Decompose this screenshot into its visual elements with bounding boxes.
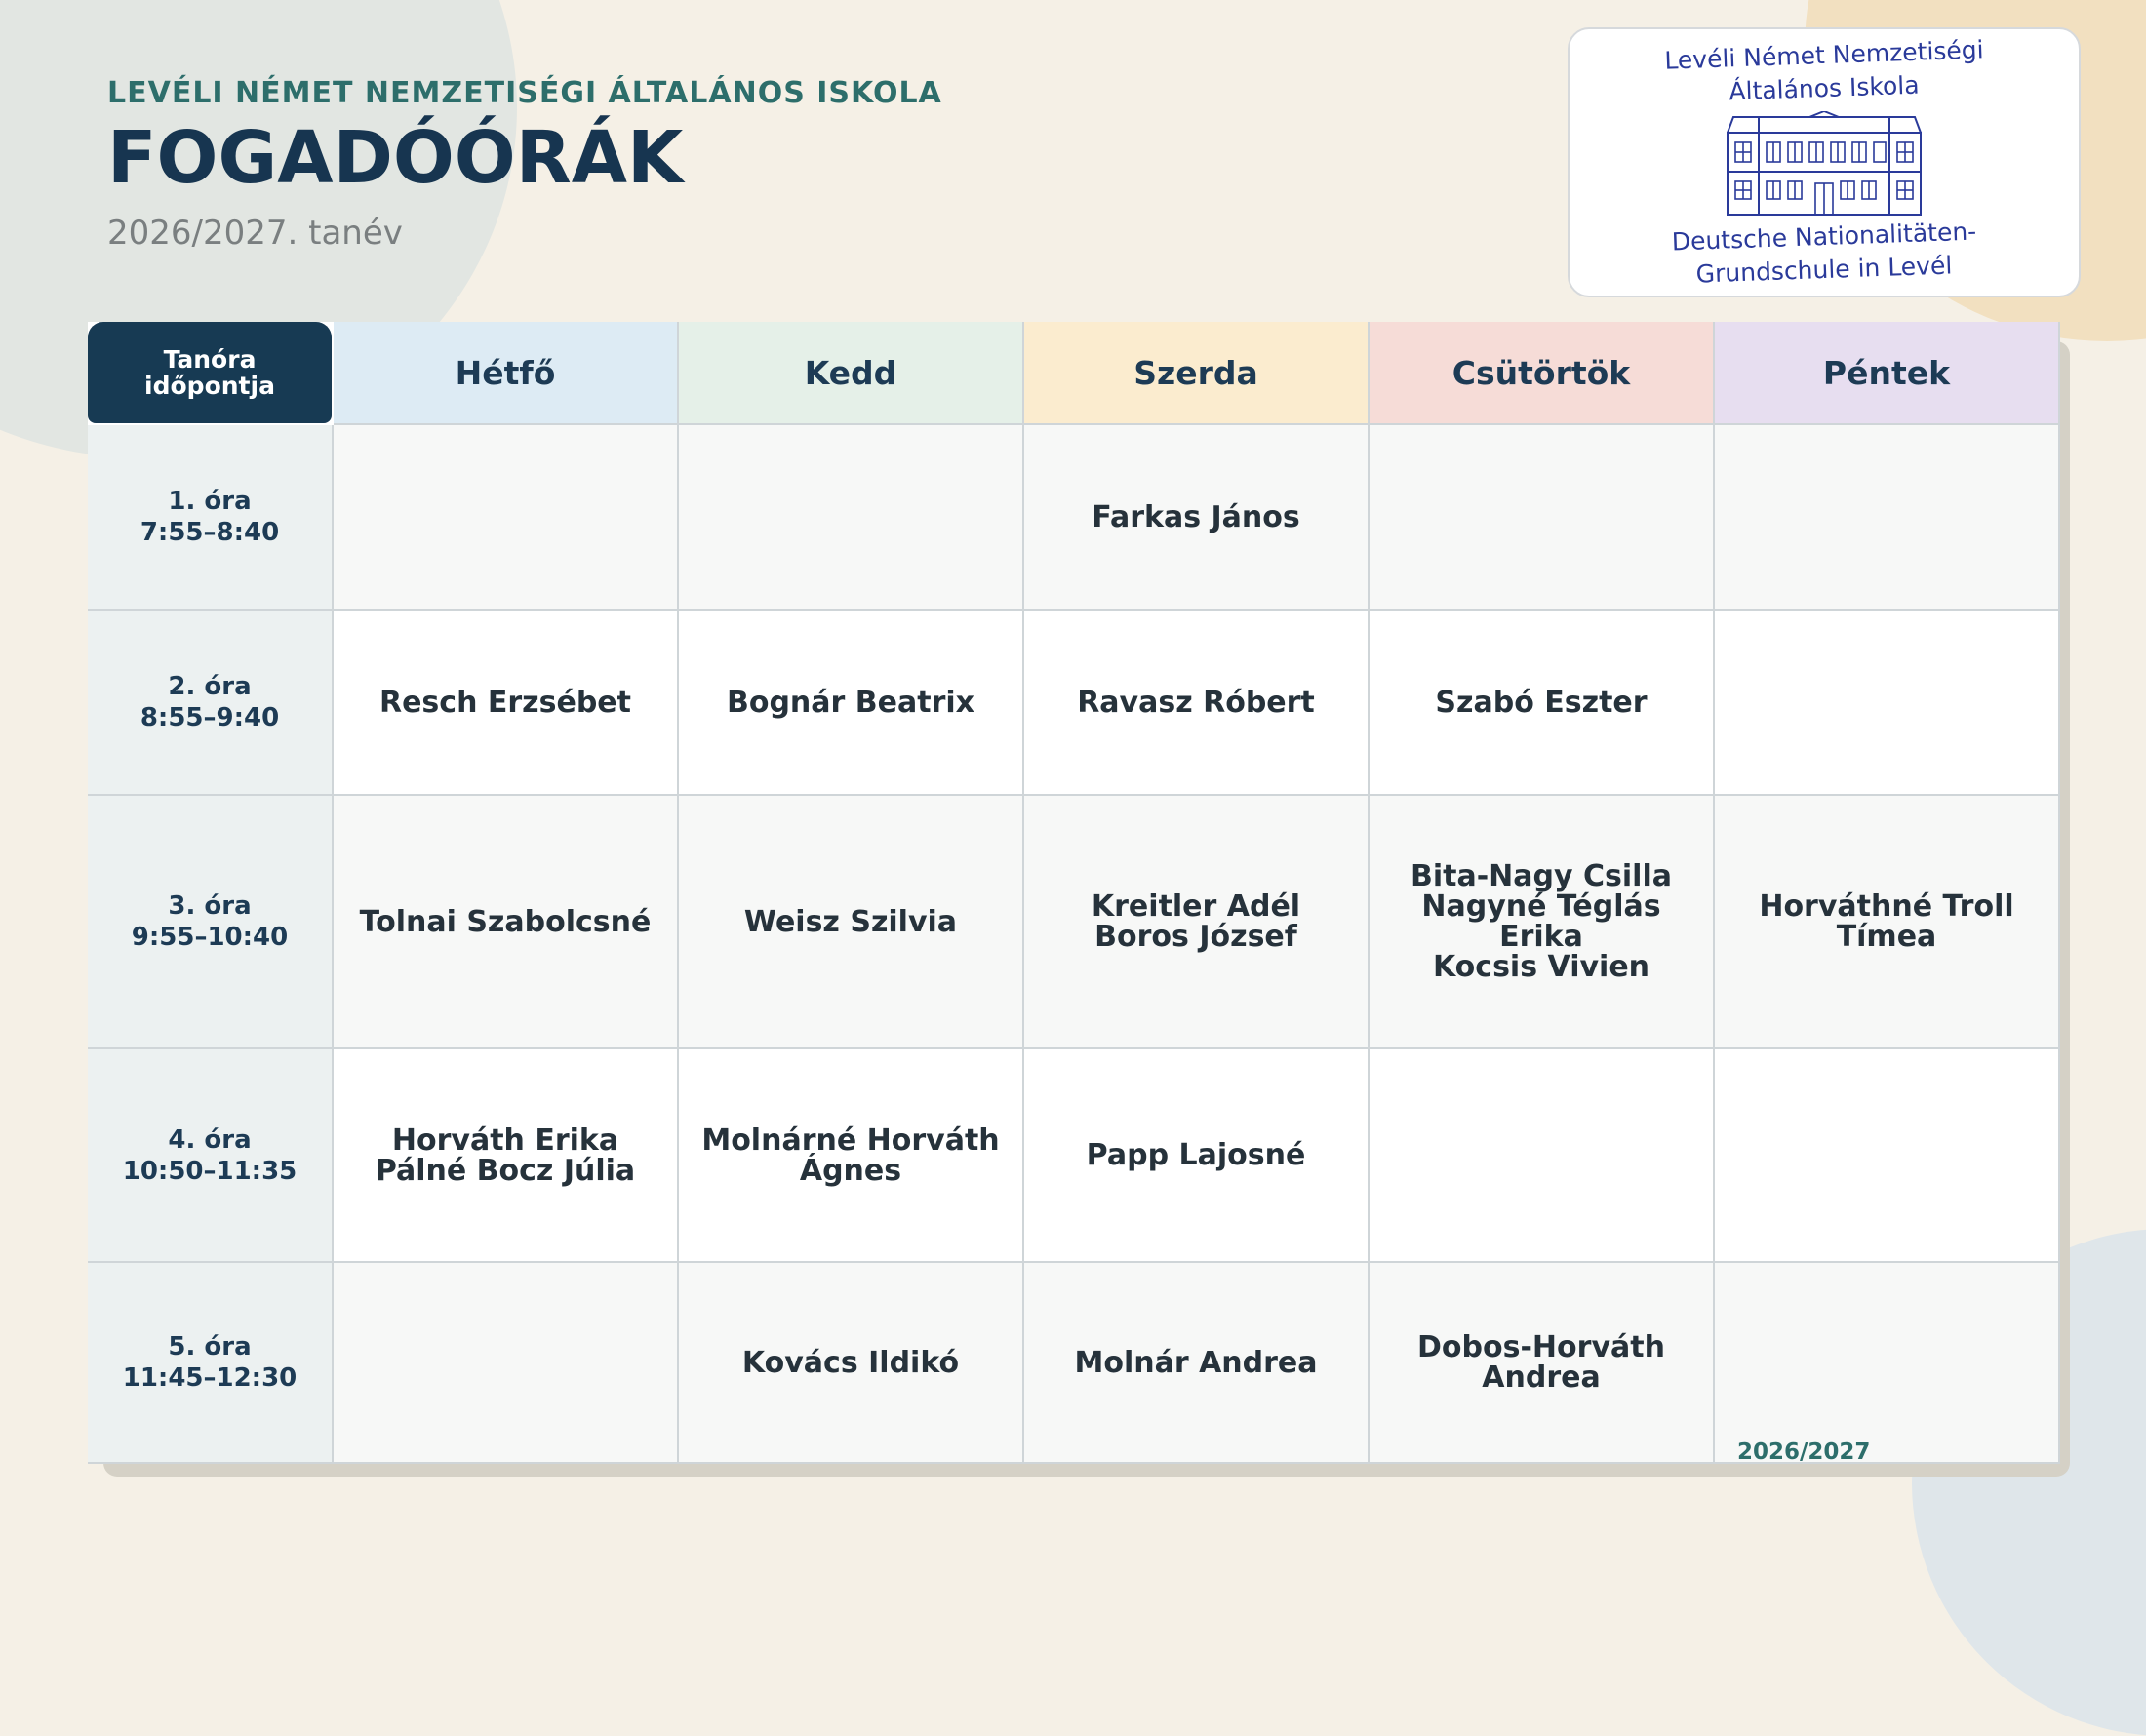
teacher-cell [1715, 1049, 2060, 1263]
logo-text-line: Grundschule in Levél [1695, 251, 1953, 289]
period-label: 3. óra [168, 891, 252, 921]
school-logo [1568, 27, 2081, 297]
teacher-cell [679, 425, 1024, 611]
teacher-name: Farkas János [1092, 499, 1300, 534]
day-header: Kedd [679, 322, 1024, 425]
teacher-name: Ravasz Róbert [1077, 685, 1315, 720]
teacher-cell [679, 1263, 1024, 1464]
teacher-cell [1370, 1263, 1715, 1464]
page-title: FOGADÓÓRÁK [107, 116, 684, 200]
teacher-cell [1715, 425, 2060, 611]
teacher-cell [334, 796, 679, 1049]
period-label: 2. óra [168, 672, 252, 701]
teacher-cell [1024, 611, 1370, 796]
period-label: 5. óra [168, 1332, 252, 1361]
period-label: 4. óra [168, 1124, 252, 1155]
teacher-name: Szabó Eszter [1435, 685, 1648, 720]
teacher-cell [1024, 1049, 1370, 1263]
period-cell [88, 611, 334, 796]
teacher-name: Nagyné Téglás [1421, 889, 1661, 924]
school-year: 2026/2027. tanév [107, 214, 403, 253]
teacher-name: Papp Lajosné [1086, 1138, 1306, 1172]
table-corner-header [88, 322, 332, 423]
teacher-cell [679, 611, 1024, 796]
teacher-name: Horváth Erika [391, 1123, 619, 1158]
teacher-name: Kovács Ildikó [741, 1345, 960, 1380]
logo-text-line: Általános Iskola [1728, 70, 1920, 106]
teacher-cell [1715, 796, 2060, 1049]
period-cell [88, 425, 334, 611]
logo-text-line: Levéli Német Nemzetiségi [1663, 35, 1985, 75]
period-time: 7:55–8:40 [139, 518, 280, 547]
teacher-name: Bognár Beatrix [726, 685, 975, 720]
teacher-name: Horváthné Troll [1759, 889, 2014, 924]
teacher-name: Andrea [1482, 1361, 1601, 1395]
teacher-name: Boros József [1094, 920, 1297, 954]
period-time: 11:45–12:30 [122, 1363, 298, 1393]
school-name: LEVÉLI NÉMET NEMZETISÉGI ÁLTALÁNOS ISKOLA [107, 76, 942, 110]
day-header: Péntek [1715, 322, 2060, 425]
teacher-cell [1370, 425, 1715, 611]
teacher-cell [1370, 611, 1715, 796]
teacher-cell [1715, 1263, 2060, 1464]
teacher-name: Tímea [1836, 920, 1937, 954]
teacher-name: Tolnai Szabolcsné [359, 904, 652, 939]
corner-label: időpontja [144, 372, 275, 400]
teacher-cell [334, 611, 679, 796]
period-time: 8:55–9:40 [139, 703, 280, 732]
period-time: 10:50–11:35 [122, 1156, 298, 1186]
corner-label: Tanóra [163, 345, 257, 374]
teacher-name: Molnárné Horváth [701, 1123, 1000, 1158]
teacher-name: Pálné Bocz Júlia [375, 1153, 636, 1188]
page-header [107, 76, 942, 253]
teacher-name: Weisz Szilvia [743, 904, 958, 939]
school-building-icon [1722, 111, 1927, 218]
day-header: Csütörtök [1370, 322, 1715, 425]
period-cell [88, 1263, 334, 1464]
day-header: Hétfő [334, 322, 679, 425]
office-hours-table [88, 322, 2060, 1464]
footer-year: 2026/2027 [1737, 1440, 1871, 1465]
logo-text-line: Deutsche Nationalitäten- [1671, 217, 1977, 256]
teacher-name: Ágnes [799, 1153, 902, 1188]
period-cell [88, 796, 334, 1049]
teacher-name: Resch Erzsébet [378, 685, 631, 720]
teacher-cell [334, 425, 679, 611]
period-cell [88, 1049, 334, 1263]
teacher-cell [1024, 796, 1370, 1049]
day-header: Szerda [1024, 322, 1370, 425]
teacher-cell [679, 796, 1024, 1049]
teacher-cell [334, 1049, 679, 1263]
teacher-cell [1370, 796, 1715, 1049]
teacher-name: Kreitler Adél [1091, 889, 1301, 924]
teacher-cell [334, 1263, 679, 1464]
teacher-name: Molnár Andrea [1074, 1345, 1318, 1380]
teacher-cell [1370, 1049, 1715, 1263]
teacher-name: Erika [1499, 920, 1583, 954]
period-label: 1. óra [168, 487, 252, 516]
period-time: 9:55–10:40 [131, 923, 289, 952]
teacher-cell [1024, 1263, 1370, 1464]
teacher-cell [679, 1049, 1024, 1263]
teacher-name: Kocsis Vivien [1432, 950, 1650, 984]
teacher-name: Bita-Nagy Csilla [1411, 859, 1672, 893]
teacher-cell [1024, 425, 1370, 611]
teacher-name: Dobos-Horváth [1417, 1330, 1665, 1364]
teacher-cell [1715, 611, 2060, 796]
